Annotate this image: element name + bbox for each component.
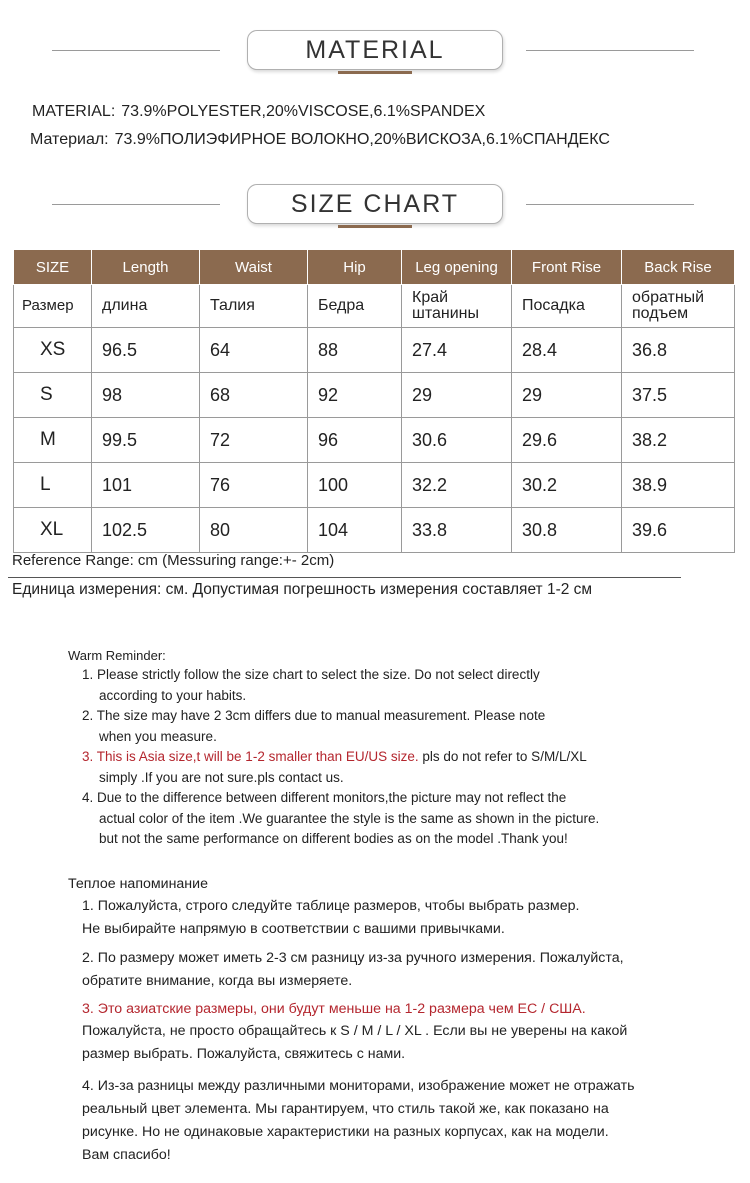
reminder-ru-line: реальный цвет элемента. Мы гарантируем, что стиль такой же, как показано на	[82, 1101, 609, 1117]
reference-range-en: Reference Range: cm (Messuring range:+- 2cm)	[12, 552, 335, 569]
column-header: Leg opening	[402, 250, 512, 285]
reminder-ru-line: размер выбрать. Пожалуйста, свяжитесь с нами.	[82, 1046, 406, 1062]
table-cell: 80	[200, 508, 308, 553]
table-header-row-en	[14, 250, 735, 285]
column-header: Размер	[14, 285, 92, 328]
divider-line	[526, 50, 694, 51]
table-cell: XS	[14, 328, 92, 373]
reminder-en-line: actual color of the item .We guarantee the style is the same as shown in the picture.	[99, 811, 600, 826]
table-cell: 30.8	[512, 508, 622, 553]
divider-line	[52, 50, 220, 51]
table-row	[14, 463, 735, 508]
table-cell: 36.8	[622, 328, 735, 373]
reminder-en-title: Warm Reminder:	[68, 648, 166, 663]
reference-range-ru: Единица измерения: см. Допустимая погрешность измерения составляет 1-2 см	[12, 581, 593, 598]
column-header: Hip	[308, 250, 402, 285]
table-cell: 38.9	[622, 463, 735, 508]
table-cell: 96	[308, 418, 402, 463]
table-cell: 102.5	[92, 508, 200, 553]
table-row	[14, 508, 735, 553]
column-header: обратный подъем	[622, 285, 735, 328]
table-cell: 29.6	[512, 418, 622, 463]
title-underline	[338, 225, 412, 228]
divider-line	[526, 204, 694, 205]
table-cell: 29	[402, 373, 512, 418]
column-header: Талия	[200, 285, 308, 328]
material-ru-label: Материал:	[30, 131, 109, 148]
table-cell: 99.5	[92, 418, 200, 463]
column-header: длина	[92, 285, 200, 328]
table-cell: 30.2	[512, 463, 622, 508]
table-cell: 101	[92, 463, 200, 508]
table-cell: XL	[14, 508, 92, 553]
column-header: Front Rise	[512, 250, 622, 285]
reminder-en-warning: 3. This is Asia size,t will be 1-2 smaller than EU/US size.	[82, 749, 419, 764]
reminder-en-line: according to your habits.	[99, 688, 247, 703]
column-header: SIZE	[14, 250, 92, 285]
material-ru-line	[30, 131, 610, 149]
table-cell: 72	[200, 418, 308, 463]
reminder-ru-line: 2. По размеру может иметь 2-3 см разницу из-за ручного измерения. Пожалуйста,	[82, 950, 624, 966]
table-cell: 76	[200, 463, 308, 508]
reminder-ru-line: Не выбирайте напрямую в соответствии с вашими привычками.	[82, 921, 505, 937]
column-header: Бедра	[308, 285, 402, 328]
table-cell: 32.2	[402, 463, 512, 508]
table-cell: 68	[200, 373, 308, 418]
reminder-en-line-tail: pls do not refer to S/M/L/XL	[418, 749, 587, 764]
reminder-en-line: 2. The size may have 2 3cm differs due to manual measurement. Please note	[82, 708, 546, 723]
reminder-en-line: 4. Due to the difference between different monitors,the picture may not reflect the	[82, 790, 567, 805]
table-cell: L	[14, 463, 92, 508]
table-cell: 37.5	[622, 373, 735, 418]
material-en-value: 73.9%POLYESTER,20%VISCOSE,6.1%SPANDEX	[121, 103, 486, 120]
reminder-en-line: 1. Please strictly follow the size chart to select the size. Do not select directly	[82, 667, 540, 682]
material-en-line	[32, 103, 485, 121]
table-cell: 92	[308, 373, 402, 418]
reminder-ru-warning: 3. Это азиатские размеры, они будут меньше на 1-2 размера чем ЕС / США.	[82, 1001, 586, 1017]
table-cell: 30.6	[402, 418, 512, 463]
table-cell: 88	[308, 328, 402, 373]
reminder-en-line	[82, 747, 587, 768]
reminder-en-line: but not the same performance on different bodies as on the model .Thank you!	[99, 831, 568, 846]
size-table	[13, 249, 735, 553]
reminder-ru-title: Теплое напоминание	[68, 876, 208, 892]
reminder-ru-line: Вам спасибо!	[82, 1147, 171, 1163]
table-row	[14, 328, 735, 373]
table-cell: 104	[308, 508, 402, 553]
table-cell: 28.4	[512, 328, 622, 373]
table-cell: 98	[92, 373, 200, 418]
reminder-en-line: simply .If you are not sure.pls contact us.	[99, 770, 344, 785]
table-cell: 38.2	[622, 418, 735, 463]
column-header: Waist	[200, 250, 308, 285]
divider-line	[8, 577, 681, 578]
table-cell: 33.8	[402, 508, 512, 553]
reminder-ru-line: Пожалуйста, не просто обращайтесь к S / M / L / XL . Если вы не уверены на какой	[82, 1023, 628, 1039]
table-cell: 39.6	[622, 508, 735, 553]
reminder-ru-line: рисунке. Но не одинаковые характеристики на разных корпусах, как на модели.	[82, 1124, 609, 1140]
table-row	[14, 418, 735, 463]
material-title: MATERIAL	[247, 30, 503, 70]
table-cell: M	[14, 418, 92, 463]
table-cell: 96.5	[92, 328, 200, 373]
table-header-row-ru	[14, 285, 735, 328]
reminder-en-line: when you measure.	[99, 729, 217, 744]
column-header: Back Rise	[622, 250, 735, 285]
size-chart-section-header	[0, 180, 750, 230]
table-cell: 29	[512, 373, 622, 418]
size-chart-title: SIZE CHART	[247, 184, 503, 224]
table-cell: 27.4	[402, 328, 512, 373]
material-en-label: MATERIAL:	[32, 103, 116, 120]
reminder-ru-line: 1. Пожалуйста, строго следуйте таблице размеров, чтобы выбрать размер.	[82, 898, 580, 914]
column-header: Length	[92, 250, 200, 285]
material-section-header	[0, 26, 750, 76]
material-ru-value: 73.9%ПОЛИЭФИРНОЕ ВОЛОКНО,20%ВИСКОЗА,6.1%СПАНДЕКС	[114, 131, 610, 148]
table-cell: 100	[308, 463, 402, 508]
title-underline	[338, 71, 412, 74]
reminder-ru-line: обратите внимание, когда вы измеряете.	[82, 973, 353, 989]
table-row	[14, 373, 735, 418]
reminder-ru-line: 4. Из-за разницы между различными мониторами, изображение может не отражать	[82, 1078, 635, 1094]
table-cell: 64	[200, 328, 308, 373]
column-header: Край штанины	[402, 285, 512, 328]
table-cell: S	[14, 373, 92, 418]
divider-line	[52, 204, 220, 205]
column-header: Посадка	[512, 285, 622, 328]
